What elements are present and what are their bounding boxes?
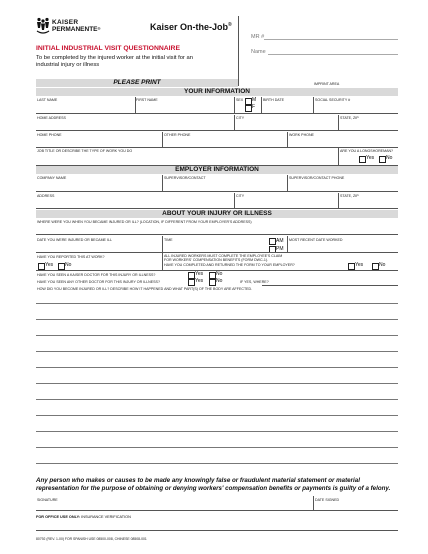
injury-location-label: WHERE WERE YOU WHEN YOU BECAME INJURED OR ILL? (LOCATION, IF DIFFERENT FROM YOUR EMPLOYER'S ADDRESS) [37, 220, 252, 224]
please-print-label: PLEASE PRINT [113, 79, 161, 86]
home-state-zip-label: STATE, ZIP [340, 116, 359, 120]
time-am-checkbox[interactable] [269, 238, 276, 245]
date-signed-label: DATE SIGNED [315, 498, 340, 502]
other-doctor-no-label: No [216, 278, 223, 284]
row-company-field[interactable] [36, 191, 398, 192]
kaiser-doctor-no-label: No [216, 271, 223, 277]
office-use-label: FOR OFFICE USE ONLY: [36, 515, 81, 519]
other-phone-label: OTHER PHONE [164, 133, 191, 137]
time-am-label: AM [276, 238, 284, 244]
reported-no-label: No [65, 262, 72, 268]
employer-city-label: CITY [236, 194, 245, 198]
kaiser-logo [36, 17, 116, 37]
work-phone-label: WORK PHONE [289, 133, 314, 137]
claim-yes-label: Yes [355, 262, 364, 268]
signature-field[interactable] [36, 510, 398, 511]
job-title-label: JOB TITLE OR DESCRIBE THE TYPE OF WORK YOU DO [37, 149, 133, 153]
reported-label: HAVE YOU REPORTED THIS AT WORK? [37, 255, 105, 259]
time-label: TIME [164, 238, 173, 242]
home-phone-label: HOME PHONE [37, 133, 62, 137]
birth-date-label: BIRTH DATE [263, 98, 285, 102]
date-injured-label: DATE YOU WERE INJURED OR BECAME ILL [37, 238, 112, 242]
row-date-field[interactable] [36, 252, 398, 253]
other-doctor-yes-label: Yes [195, 278, 204, 284]
other-doctor-label: HAVE YOU SEEN ANY OTHER DOCTOR FOR THIS INJURY OR ILLNESS? [37, 280, 160, 284]
fraud-warning: Any person who makes or causes to be made any knowingly false or fraudulent material statement or material representation for the purpose of obtaining or denying workers' compensation benefits or payments is guilty of a felony. [36, 477, 391, 492]
reported-yes-checkbox[interactable] [38, 263, 45, 270]
row-phones-field[interactable] [36, 147, 398, 148]
injury-header: ABOUT YOUR INJURY OR ILLNESS [36, 210, 398, 218]
supervisor-phone-label: SUPERVISOR/CONTACT PHONE [289, 176, 345, 180]
other-doctor-no-checkbox[interactable] [209, 279, 216, 286]
claim-yes-checkbox[interactable] [348, 263, 355, 270]
ssn-label: SOCIAL SECURITY # [315, 98, 351, 102]
employer-address-label: ADDRESS [37, 194, 55, 198]
company-name-label: COMPANY NAME [37, 176, 67, 180]
claim-text-line1: ALL INJURED WORKERS MUST COMPLETE THE EMPLOYEE'S CLAIM [164, 254, 283, 258]
longshoreman-no-checkbox[interactable] [379, 156, 386, 163]
mr-number-label: MR # [251, 34, 265, 40]
signature-label: SIGNATURE [37, 498, 58, 502]
imprint-area-border [238, 16, 239, 86]
logo-figures-icon [36, 17, 50, 35]
longshoreman-yes-label: Yes [366, 155, 375, 161]
home-city-label: CITY [236, 116, 245, 120]
name-field[interactable] [268, 54, 398, 55]
how-injured-label: HOW DID YOU BECOME INJURED OR ILL? DESCRIBE HOW IT HAPPENED AND WHAT PART(S) OF THE BODY ARE AFFECTED. [37, 287, 253, 291]
form-title: INITIAL INDUSTRIAL VISIT QUESTIONNAIRE [36, 45, 181, 52]
logo-text-line2: PERMANENTE [52, 26, 98, 33]
kaiser-doctor-label: HAVE YOU SEEN A KAISER DOCTOR FOR THIS INJURY OR ILLNESS? [37, 273, 156, 277]
logo-text-line1: KAISER [52, 19, 79, 26]
name-label: Name [251, 49, 266, 55]
office-use-field[interactable] [36, 530, 398, 531]
sex-f-label: F [252, 104, 256, 110]
form-instructions: To be completed by the injured worker at the initial visit for an industrial injury or illness [36, 55, 193, 68]
insurance-verification-label: INSURANCE VERIFICATION [81, 515, 131, 519]
home-address-label: HOME ADDRESS [37, 116, 66, 120]
row-home-address-field[interactable] [36, 130, 398, 131]
last-name-label: LAST NAME [37, 98, 58, 102]
row-last-name-field[interactable] [36, 113, 398, 114]
your-information-header: YOUR INFORMATION [36, 88, 398, 96]
reported-yes-label: Yes [45, 262, 54, 268]
supervisor-contact-label: SUPERVISOR/CONTACT [164, 176, 206, 180]
kaiser-doctor-yes-label: Yes [195, 271, 204, 277]
office-use-line [36, 515, 131, 519]
reported-no-checkbox[interactable] [58, 263, 65, 270]
employer-information-header: EMPLOYER INFORMATION [36, 166, 398, 174]
row-employer-address-field[interactable] [36, 208, 398, 209]
first-name-label: FIRST NAME [136, 98, 158, 102]
sex-m-checkbox[interactable] [245, 98, 252, 105]
longshoreman-yes-checkbox[interactable] [359, 156, 366, 163]
claim-no-label: No [379, 262, 386, 268]
claim-text-line3: HAVE YOU COMPLETED AND RETURNED THE FORM TO YOUR EMPLOYER? [164, 263, 295, 267]
mr-number-field[interactable] [264, 39, 398, 40]
employer-state-zip-label: STATE, ZIP [340, 194, 359, 198]
claim-text-line2: FOR WORKERS' COMPENSATION BENEFITS (FORM DWC-1). [164, 258, 269, 262]
kaiser-doctor-yes-checkbox[interactable] [188, 272, 195, 279]
recent-date-label: MOST RECENT DATE WORKED [289, 238, 343, 242]
imprint-area-label: IMPRINT AREA [314, 82, 340, 86]
logo-registered-mark: ® [97, 26, 101, 31]
sex-label: SEX [236, 98, 244, 102]
injury-location-field[interactable] [36, 234, 398, 235]
claim-no-checkbox[interactable] [372, 263, 379, 270]
sex-f-checkbox[interactable] [245, 105, 252, 112]
other-doctor-yes-checkbox[interactable] [188, 279, 195, 286]
longshoreman-no-label: No [386, 155, 393, 161]
sex-m-label: M [252, 97, 257, 103]
if-yes-where-label: IF YES, WHERE? [240, 280, 269, 284]
time-pm-label: PM [276, 246, 284, 252]
kaiser-doctor-no-checkbox[interactable] [209, 272, 216, 279]
brand-registered-mark: ® [228, 22, 232, 28]
other-doctor-where-field[interactable] [262, 285, 398, 286]
form-number: 80792 (REV. 1-00) FOR SPANISH USE 08500-008, CHINESE 08508-001 [36, 537, 147, 541]
brand-title: Kaiser On-the-Job® [150, 22, 232, 32]
longshoreman-label: ARE YOU A LONGSHOREMAN? [340, 149, 394, 153]
